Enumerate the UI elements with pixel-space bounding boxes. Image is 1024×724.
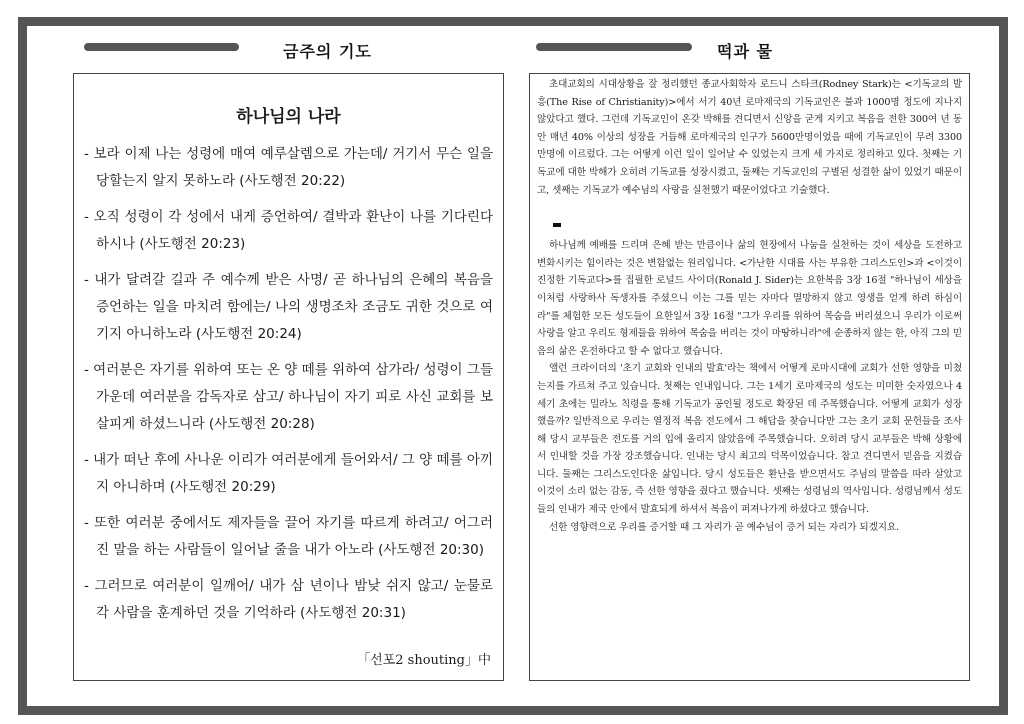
verse-item: - 또한 여러분 중에서도 제자들을 끌어 자기를 따르게 하려고/ 어그러진 말을 하는 사람들이 일어날 줄을 내가 아노라 (사도행전 20:30)	[84, 515, 493, 558]
right-section-title: 떡과 물	[717, 42, 773, 61]
page-frame	[18, 17, 1008, 715]
verse-item: - 여러분은 자기를 위하여 또는 온 양 떼를 위하여 삼가라/ 성령이 그들 가운데 여러분을 감독자로 삼고/ 하나님이 자기 피로 사신 교회를 보살피게 하셨느니라 (사도행전 20:28)	[84, 362, 493, 432]
article-paragraph: 선한 영향력으로 우리를 증거할 때 그 자리가 곧 예수님이 증거 되는 자리가 되겠지요.	[549, 521, 900, 533]
verse-item: - 내가 달려갈 길과 주 예수께 받은 사명/ 곧 하나님의 은혜의 복음을 증언하는 일을 마치려 함에는/ 나의 생명조차 조금도 귀한 것으로 여기지 아니하노라 (사도행전 20:24)	[84, 272, 493, 342]
right-title-bar	[536, 43, 692, 51]
left-section-title: 금주의 기도	[283, 42, 372, 61]
prayer-heading: 하나님의 나라	[236, 107, 341, 127]
prayer-box	[73, 73, 504, 681]
article-paragraph: 앨런 크라이더의 '초기 교회와 인내의 발효'라는 책에서 어떻게 로마시대에 교회가 선한 영향을 미쳤는지를 가르쳐 주고 있습니다. 첫째는 인내입니다. 그는 1세기 로마제국의 성도는 미미한 숫자였으나 4세기 초에는 밀라노 칙령을 통해 기독교가 공인될 정도로 확장된 데 주목했습니다. 어떻게 교회가 성장했을까? 일반적으로 우리는 열정적 복음 전도에서 그 해답을 찾습니다만 그는 초기 교회 문헌들을 조사해 당시 교부들은 전도를 거의 입에 올리지 않았음에 주목했습니다. 오히려 당시 교부들은 박해 상황에서 인내할 것을 가장 강조했습니다. 인내는 당시 최고의 덕목이었습니다. 참고 견디면서 믿음을 지켰습니다. 둘째는 그리스도인다운 삶입니다. 당시 성도들은 환난을 받으면서도 주님의 말씀을 따라 살았고 이것이 소리 없는 감동, 즉 선한 영향을 줬다고 했습니다. 셋째는 성령님의 역사입니다. 성령님께서 성도들의 인내가 제국 안에서 발효되게 하셔서 복음이 퍼져나가게 하셨다고 했습니다.	[537, 363, 962, 516]
article-paragraph: 초대교회의 시대상황을 잘 정리했던 종교사회학자 로드니 스타크(Rodney Stark)는 <기독교의 발흥(The Rise of Christianity)>에서 서기 40년 로마제국의 기독교인은 불과 1000명 정도에 지나지 않았다고 했다. 그런데 기독교인이 온갖 박해를 견디면서 신앙을 굳게 지키고 복음을 전한 300여 년 동안 매년 40% 이상의 성장을 거듭해 로마제국의 인구가 5600만명이었을 때에 기독교인이 무려 3300만명에 이르렀다. 그는 어떻게 이런 일이 일어날 수 있었는지 크게 세 가지로 정리하고 있다. 첫째는 기독교에 대한 박해가 오히려 기독교를 성장시켰고, 둘째는 기독교인의 구별된 성결한 삶이 있었기 때문이고, 셋째는 기독교가 예수님의 사랑을 실천했기 때문이었다고 기술했다.	[537, 79, 962, 196]
verse-item: - 그러므로 여러분이 일깨어/ 내가 삼 년이나 밤낮 쉬지 않고/ 눈물로 각 사람을 훈계하던 것을 기억하라 (사도행전 20:31)	[84, 578, 493, 621]
verse-item: - 내가 떠난 후에 사나운 이리가 여러분에게 들어와서/ 그 양 떼를 아끼지 아니하며 (사도행전 20:29)	[84, 452, 493, 495]
left-title-bar	[84, 43, 239, 51]
article-paragraph: 하나님께 예배를 드리며 은혜 받는 만큼이나 삶의 현장에서 나눔을 실천하는 것이 세상을 도전하고 변화시키는 힘이라는 것은 변함없는 원리입니다. <가난한 시대를 사는 부유한 그리스도인>과 <이것이 진정한 기독교다>를 집필한 로널드 사이더(Ronald J. Sider)는 요한복음 3장 16절 "하나님이 세상을 이처럼 사랑하사 독생자를 주셨으니 이는 그를 믿는 자마다 멸망하지 않고 영생을 얻게 하려 하심이라"를 체험한 모든 성도들이 요한일서 3장 16절 "그가 우리를 위하여 목숨을 버리셨으니 우리가 이로써 사랑을 알고 우리도 형제들을 위하여 목숨을 버리는 것이 마땅하니라"에 순종하지 않는 한, 아직 그의 믿음의 삶은 온전하다고 할 수 없다고 했습니다.	[537, 240, 962, 357]
article-box	[529, 73, 970, 681]
verse-item: - 오직 성령이 각 성에서 내게 증언하여/ 결박과 환난이 나를 기다린다 하시나 (사도행전 20:23)	[84, 209, 493, 252]
verse-item: - 보라 이제 나는 성령에 매여 예루살렘으로 가는데/ 거기서 무슨 일을 당할는지 알지 못하노라 (사도행전 20:22)	[84, 146, 493, 189]
source-citation: 「선포2 shouting」中	[357, 653, 491, 668]
section-marker	[553, 223, 561, 227]
